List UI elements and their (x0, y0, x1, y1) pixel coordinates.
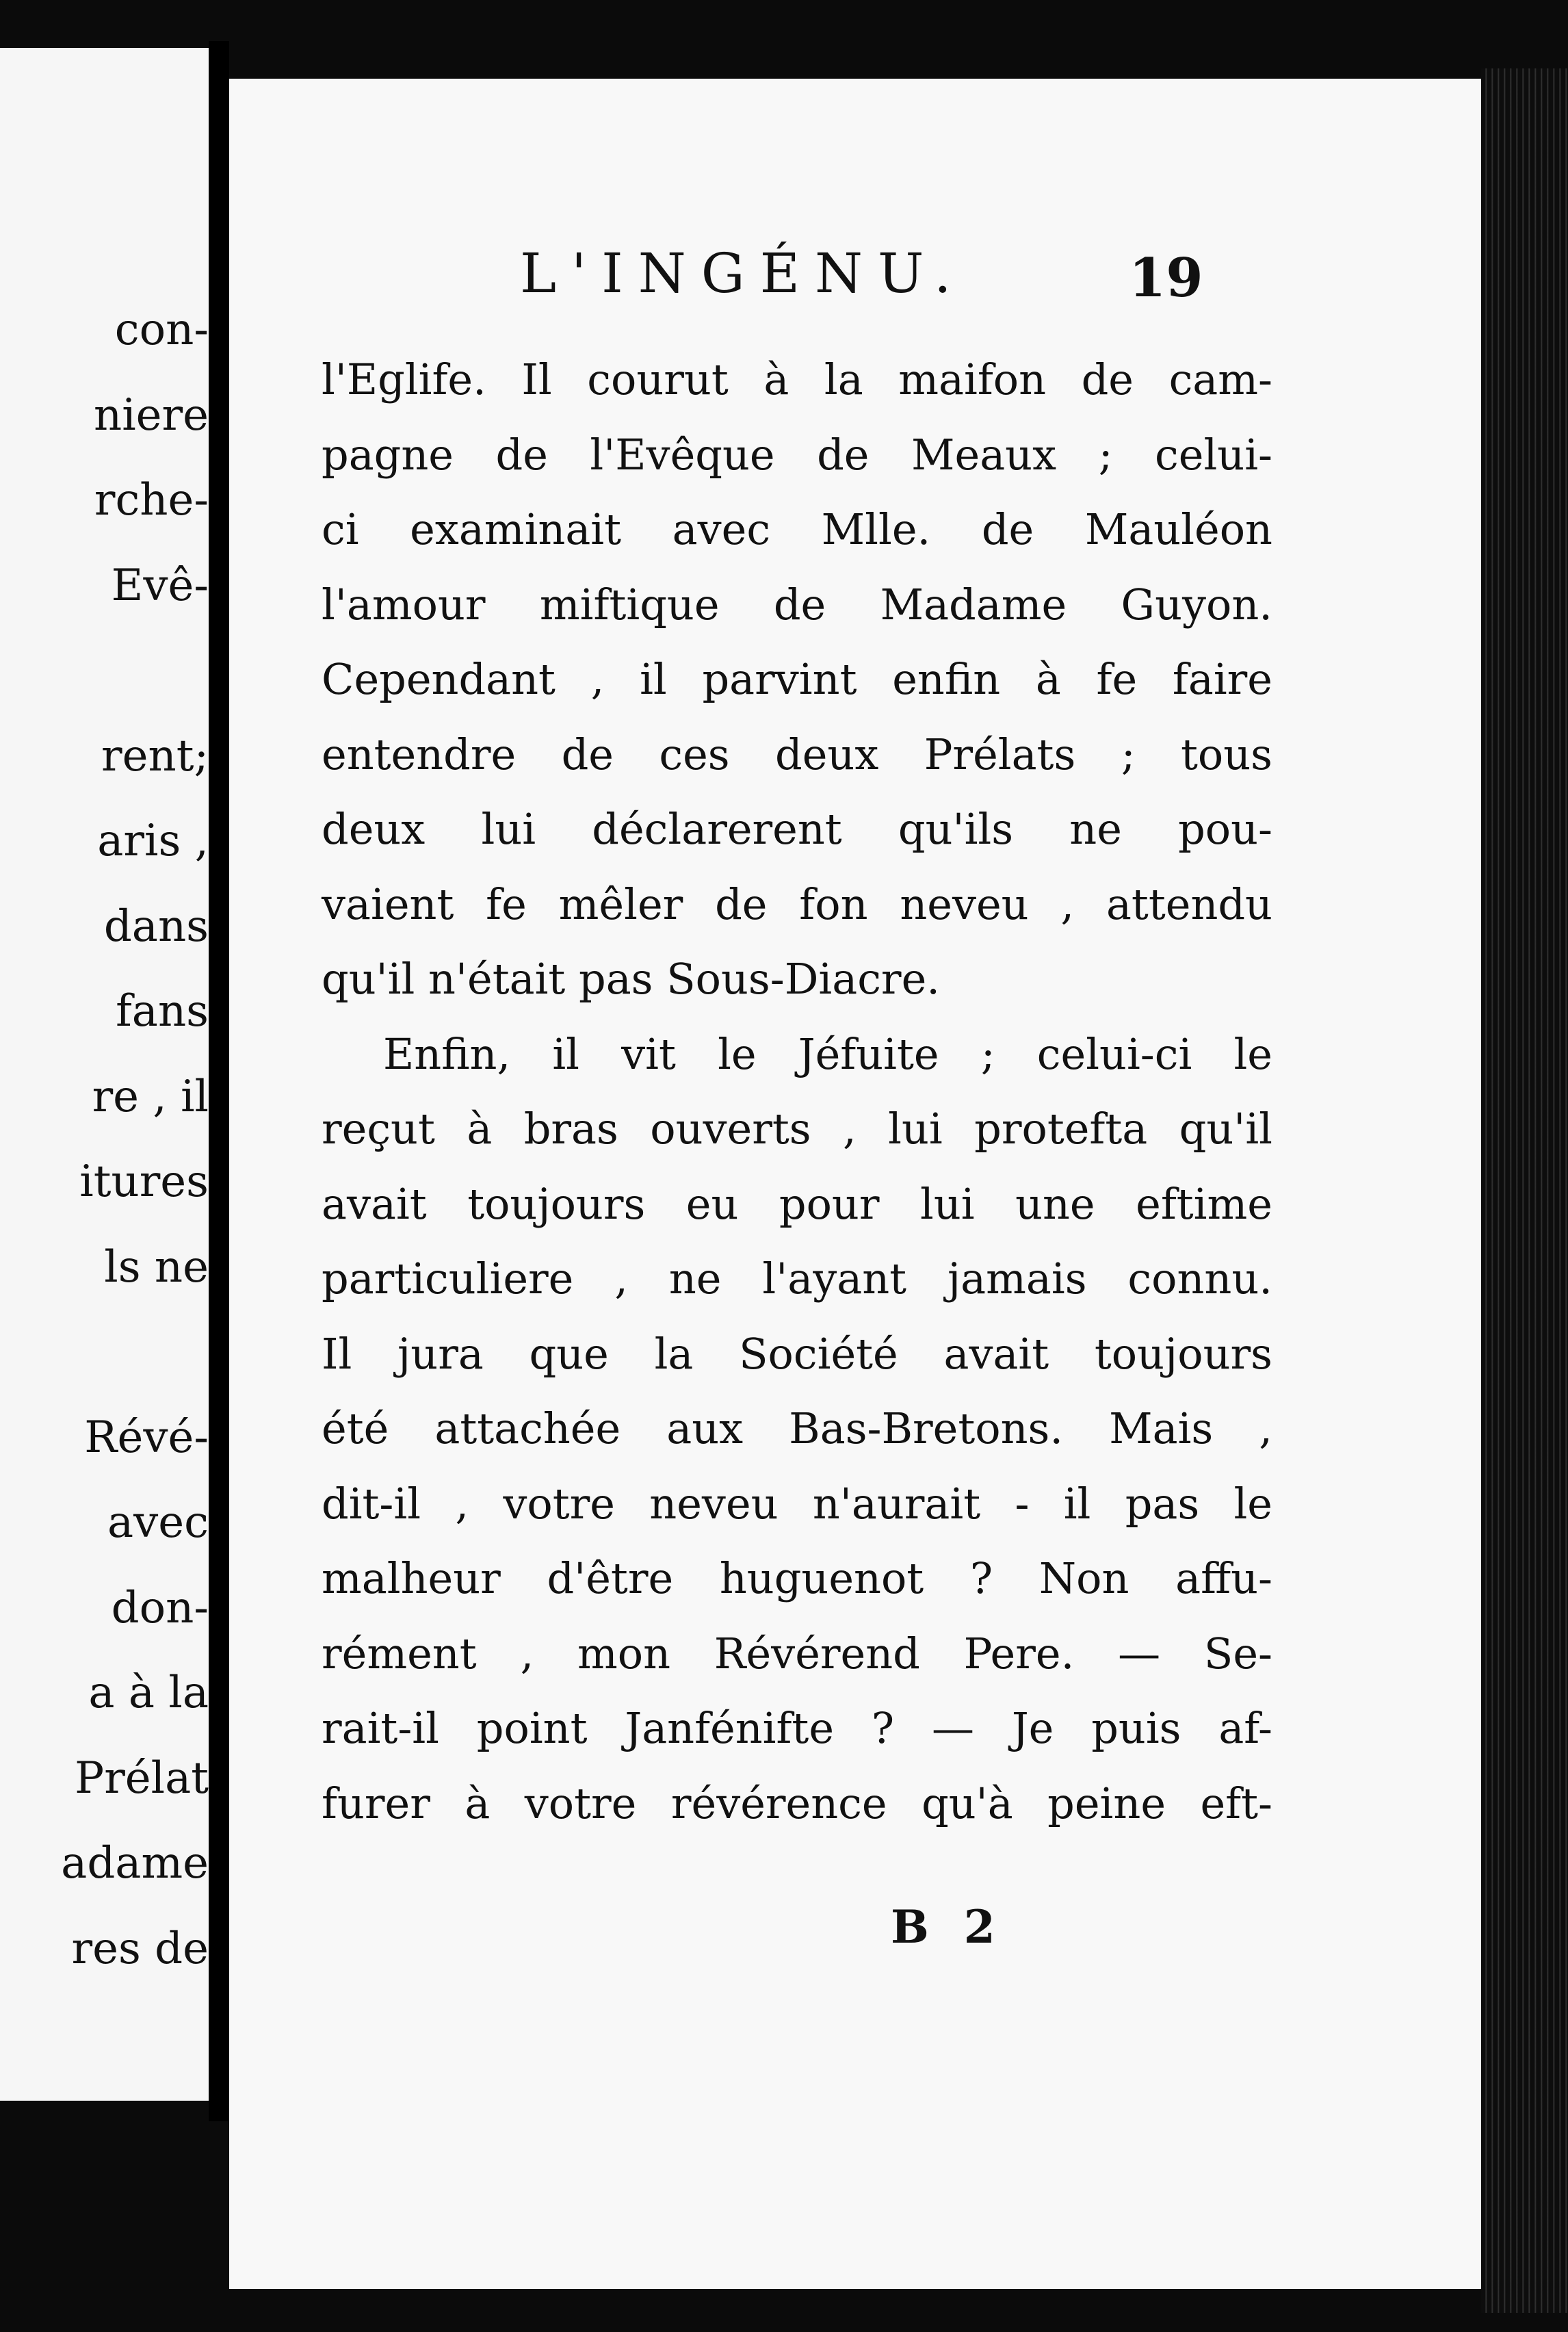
text-line: deux lui déclarerent qu'ils ne pou- (322, 804, 1272, 854)
signature-mark: B 2 (891, 1900, 1005, 1954)
previous-page-line-end: re , il (92, 1071, 209, 1122)
book-page (229, 79, 1481, 2289)
running-title: L'INGÉNU. (520, 242, 967, 305)
text-line: reçut à bras ouverts , lui protefta qu'il (322, 1104, 1272, 1154)
previous-page-line-end: Révé- (84, 1412, 209, 1463)
previous-page-line-end: res de (71, 1923, 209, 1974)
text-line: pagne de l'Evêque de Meaux ; celui- (322, 429, 1272, 480)
body-text (322, 342, 1272, 1841)
text-line: malheur d'être huguenot ? Non affu- (322, 1553, 1272, 1603)
previous-page-line-end: dans (103, 901, 209, 952)
previous-page-line-end: con- (114, 305, 209, 355)
text-line: vaient fe mêler de fon neveu , attendu (322, 879, 1272, 929)
previous-page-line-end: aris , (97, 816, 209, 866)
text-line: Il jura que la Société avait toujours (322, 1328, 1272, 1379)
previous-page-line-end: Prélat (75, 1752, 209, 1804)
text-line: été attachée aux Bas-Bretons. Mais , (322, 1403, 1272, 1453)
text-line: l'amour miftique de Madame Guyon. (322, 579, 1272, 630)
text-line: particuliere , ne l'ayant jamais connu. (322, 1254, 1272, 1304)
book-gutter (209, 41, 229, 2121)
previous-page-line-end: Evê- (111, 560, 209, 611)
previous-page-line-end: fans (116, 986, 209, 1037)
text-line: rément , mon Révérend Pere. — Se- (322, 1628, 1272, 1679)
previous-page-line-end: niere (93, 389, 209, 441)
page-edges (1481, 68, 1568, 2313)
text-line: l'Eglife. Il courut à la maifon de cam- (322, 354, 1272, 404)
text-line: Enfin, il vit le Jéfuite ; celui-ci le (383, 1028, 1272, 1079)
previous-page-line-end: avec (107, 1497, 209, 1548)
previous-page-line-end: a à la (88, 1668, 209, 1718)
text-line: rait-il point Janfénifte ? — Je puis af- (322, 1703, 1272, 1753)
previous-page-line-end: rent; (101, 730, 209, 781)
previous-page-line-end: itures (79, 1156, 209, 1207)
text-line: avait toujours eu pour lui une eftime (322, 1178, 1272, 1229)
previous-page-line-end: ls ne (104, 1241, 209, 1293)
running-head (229, 242, 1481, 322)
text-line: furer à votre révérence qu'à peine eft- (322, 1778, 1272, 1828)
previous-page-line-end: don- (111, 1582, 209, 1633)
page-number: 19 (1129, 247, 1203, 309)
previous-page-line-end: rche- (94, 475, 209, 526)
previous-page-line-end: adame (61, 1838, 209, 1889)
text-line: dit-il , votre neveu n'aurait - il pas le (322, 1478, 1272, 1529)
previous-page-fragment (0, 48, 209, 2101)
text-line: entendre de ces deux Prélats ; tous (322, 729, 1272, 779)
text-line: ci examinait avec Mlle. de Mauléon (322, 504, 1272, 554)
text-line: qu'il n'était pas Sous-Diacre. (322, 954, 940, 1004)
text-line: Cependant , il parvint enfin à fe faire (322, 654, 1272, 704)
